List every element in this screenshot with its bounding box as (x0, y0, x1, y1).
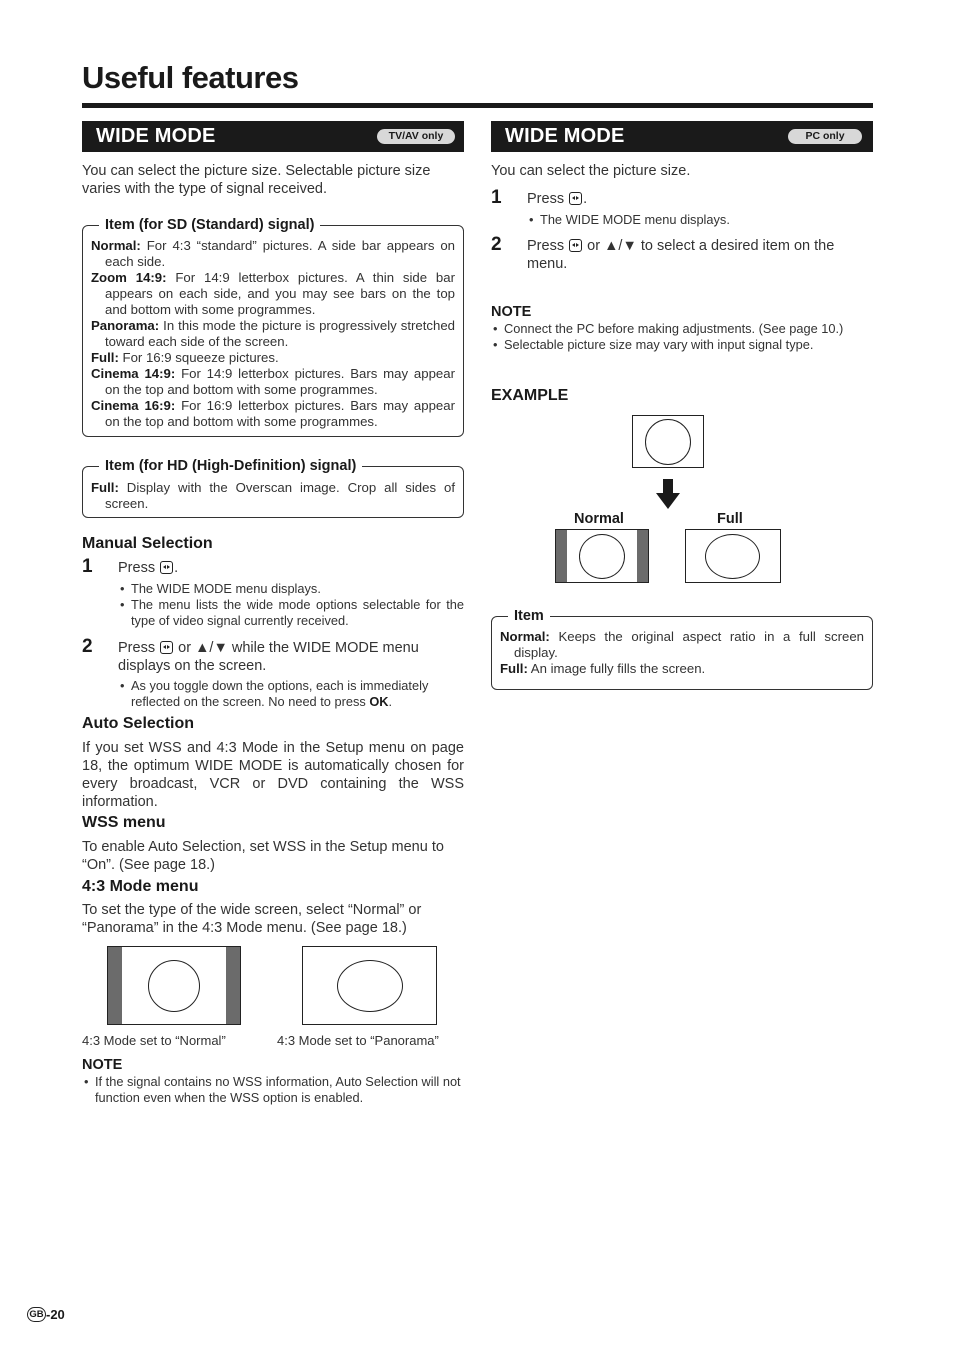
manual-step1-bullets (118, 581, 464, 629)
page-footer (27, 1306, 65, 1322)
example-full-label: Full (717, 511, 743, 527)
hd-signal-box (82, 458, 464, 518)
wide-mode-button-icon (160, 561, 173, 574)
manual-step2-number: 2 (82, 636, 93, 657)
circle-shape (579, 534, 625, 579)
manual-step2-bullets (118, 678, 464, 710)
side-bar-left (108, 947, 122, 1024)
manual-step1-text: Press . (118, 560, 179, 576)
pc-step1-bullet: • The WIDE MODE menu displays. (527, 212, 873, 228)
side-bar-right (637, 530, 648, 582)
up-down-arrow-icon: ▲/▼ (195, 640, 228, 656)
auto-selection-heading: Auto Selection (82, 715, 195, 732)
wide-mode-button-icon (160, 641, 173, 654)
sd-item-full: Full: For 16:9 squeeze pictures. (91, 350, 279, 365)
sd-item-normal: Normal: For 4:3 “standard” pictures. A side bar appears on each side. (91, 238, 455, 269)
right-note-list (491, 321, 873, 353)
sd-signal-box (82, 217, 464, 437)
left-note-list (82, 1074, 466, 1106)
manual-step2-text: Press or ▲/▼ while the WIDE MODE menu displays on the screen. (118, 640, 419, 674)
left-section-title: WIDE MODE (96, 125, 216, 147)
ellipse-shape (705, 534, 760, 579)
left-note-heading: NOTE (82, 1057, 123, 1073)
right-note-item: • Selectable picture size may vary with input signal type. (491, 337, 873, 353)
mode43-normal-caption: 4:3 Mode set to “Normal” (82, 1033, 226, 1048)
circle-shape (645, 419, 691, 465)
pc-step2-text: Press or ▲/▼ to select a desired item on the menu. (527, 238, 835, 272)
sd-item-panorama: Panorama: In this mode the picture is progressively stretched toward each side of the screen. (91, 318, 455, 349)
right-note-item: • Connect the PC before making adjustments. (See page 10.) (491, 321, 873, 337)
left-intro: You can select the picture size. Selectable picture size varies with the type of signal received. (82, 163, 431, 197)
hd-item-list (91, 480, 455, 512)
mode43-panorama-caption: 4:3 Mode set to “Panorama” (277, 1033, 439, 1048)
pc-item-normal: Normal: Keeps the original aspect ratio in a full screen display. (500, 629, 864, 660)
pc-step1-text: Press . (527, 191, 588, 207)
sd-item-zoom149: Zoom 14:9: For 14:9 letterbox pictures. A thin side bar appears on each side, and you may see bars on the top and bottom with some programmes. (91, 270, 455, 317)
pc-item-box-title: Item (508, 608, 550, 625)
down-arrow-icon (656, 479, 680, 509)
left-section-header (82, 121, 464, 152)
wide-mode-button-icon (569, 239, 582, 252)
manual-step1-number: 1 (82, 556, 93, 577)
pc-item-full: Full: An image fully fills the screen. (500, 661, 706, 676)
mode43-normal-illustration (107, 946, 241, 1025)
mode43-text: To set the type of the wide screen, select “Normal” or “Panorama” in the 4:3 Mode menu. (See page 18.) (82, 902, 422, 936)
wide-mode-button-icon (569, 192, 582, 205)
right-intro: You can select the picture size. (491, 163, 691, 179)
manual-step2-bullet: • As you toggle down the options, each is immediately reflected on the screen. No need to press OK. (118, 678, 464, 710)
right-section-title: WIDE MODE (505, 125, 625, 147)
pc-item-box (491, 608, 873, 690)
left-note-item: • If the signal contains no WSS information, Auto Selection will not function even when the WSS option is enabled. (82, 1074, 466, 1106)
mode43-heading: 4:3 Mode menu (82, 878, 199, 895)
manual-step1-bullet: • The WIDE MODE menu displays. (118, 581, 464, 597)
page-title: Useful features (82, 60, 299, 95)
sd-box-title: Item (for SD (Standard) signal) (99, 217, 320, 234)
wss-menu-heading: WSS menu (82, 814, 166, 831)
example-normal-label: Normal (574, 511, 624, 527)
example-heading: EXAMPLE (491, 387, 569, 404)
pc-only-badge: PC only (788, 129, 862, 144)
side-bar-left (556, 530, 567, 582)
hd-box-title: Item (for HD (High-Definition) signal) (99, 458, 362, 475)
page-number: -20 (46, 1307, 65, 1323)
tv-av-only-badge: TV/AV only (377, 129, 455, 144)
side-bar-right (226, 947, 240, 1024)
sd-item-list (91, 238, 455, 430)
example-normal-illustration (555, 529, 649, 583)
manual-step1-bullet: • The menu lists the wide mode options selectable for the type of video signal currently received. (118, 597, 464, 629)
gb-region-icon: GB (27, 1307, 46, 1322)
manual-selection-heading: Manual Selection (82, 535, 213, 552)
auto-selection-text: If you set WSS and 4:3 Mode in the Setup menu on page 18, the optimum WIDE MODE is automatically chosen for every broadcast, VCR or DVD containing the WSS information. (82, 740, 464, 810)
up-down-arrow-icon: ▲/▼ (604, 238, 637, 254)
example-source-illustration (632, 415, 704, 468)
hd-item-full: Full: Display with the Overscan image. Crop all sides of screen. (91, 480, 455, 511)
pc-step2-number: 2 (491, 234, 502, 255)
mode43-panorama-illustration (302, 946, 437, 1025)
title-rule (82, 103, 873, 108)
sd-item-cinema149: Cinema 14:9: For 14:9 letterbox pictures. Bars may appear on the top and bottom with some programmes. (91, 366, 455, 397)
right-section-header (491, 121, 873, 152)
circle-shape (148, 960, 200, 1012)
pc-step1-bullets (527, 212, 873, 228)
ellipse-shape (337, 960, 403, 1012)
pc-step1-number: 1 (491, 187, 502, 208)
right-note-heading: NOTE (491, 304, 532, 320)
pc-item-list (500, 629, 864, 677)
example-full-illustration (685, 529, 781, 583)
wss-menu-text: To enable Auto Selection, set WSS in the Setup menu to “On”. (See page 18.) (82, 839, 444, 873)
sd-item-cinema169: Cinema 16:9: For 16:9 letterbox pictures. Bars may appear on the top and bottom with some programmes. (91, 398, 455, 429)
